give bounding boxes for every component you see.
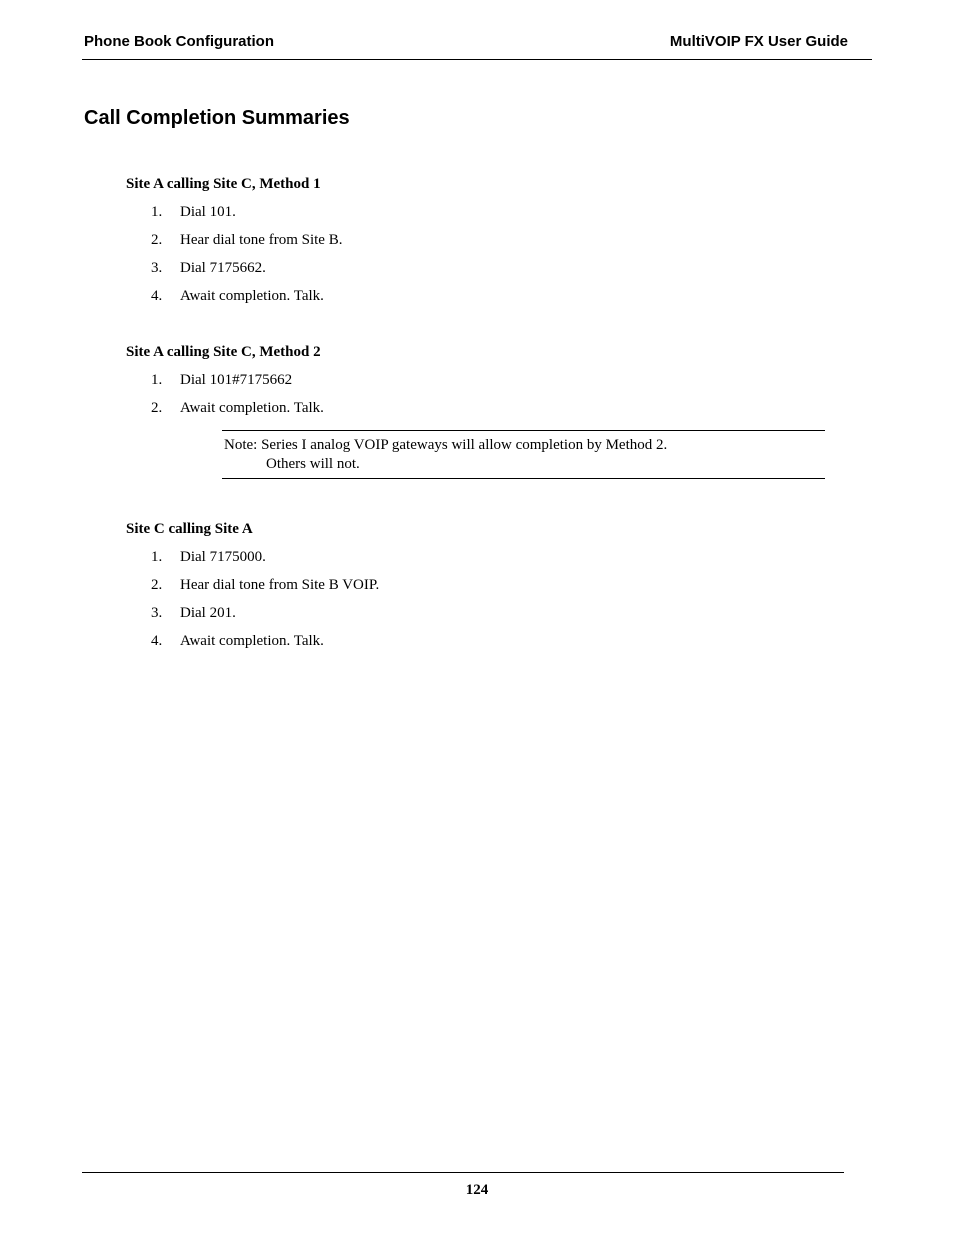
step-text: Await completion. Talk. bbox=[180, 400, 324, 416]
list-item bbox=[126, 631, 826, 659]
running-header-title: Phone Book Configuration bbox=[84, 33, 274, 50]
list-item bbox=[126, 286, 826, 314]
list-item bbox=[126, 202, 826, 230]
subsection-method-2 bbox=[126, 342, 826, 426]
step-number: 3. bbox=[151, 260, 163, 276]
steps-list bbox=[126, 202, 826, 314]
list-item bbox=[126, 398, 826, 426]
step-text: Dial 7175000. bbox=[180, 549, 266, 565]
step-text: Await completion. Talk. bbox=[180, 633, 324, 649]
step-number: 1. bbox=[151, 549, 163, 565]
step-number: 3. bbox=[151, 605, 163, 621]
running-header-guide-name: MultiVOIP FX User Guide bbox=[669, 33, 848, 50]
step-number: 4. bbox=[151, 633, 163, 649]
page-number: 124 bbox=[465, 1182, 489, 1198]
list-item bbox=[126, 370, 826, 398]
subsection-site-c-calling-site-a bbox=[126, 519, 826, 659]
step-number: 1. bbox=[151, 204, 163, 220]
subsection-title: Site A calling Site C, Method 1 bbox=[126, 176, 321, 192]
step-number: 1. bbox=[151, 372, 163, 388]
step-text: Hear dial tone from Site B. bbox=[180, 232, 343, 248]
step-text: Dial 101#7175662 bbox=[180, 372, 293, 388]
step-text: Hear dial tone from Site B VOIP. bbox=[180, 577, 380, 593]
note-text-line-2: Others will not. bbox=[266, 456, 360, 472]
list-item bbox=[126, 575, 826, 603]
header-divider bbox=[82, 59, 872, 60]
list-item bbox=[126, 547, 826, 575]
steps-list bbox=[126, 370, 826, 426]
subsection-title: Site A calling Site C, Method 2 bbox=[126, 344, 321, 360]
step-text: Dial 7175662. bbox=[180, 260, 266, 276]
note-text-line-1: Note: Series I analog VOIP gateways will allow completion by Method 2. bbox=[224, 437, 668, 453]
steps-list bbox=[126, 547, 826, 659]
list-item bbox=[126, 258, 826, 286]
step-text: Dial 101. bbox=[180, 204, 236, 220]
step-number: 2. bbox=[151, 400, 163, 416]
step-text: Dial 201. bbox=[180, 605, 236, 621]
section-title: Call Completion Summaries bbox=[84, 107, 350, 129]
step-number: 2. bbox=[151, 577, 163, 593]
list-item bbox=[126, 230, 826, 258]
step-text: Await completion. Talk. bbox=[180, 288, 324, 304]
note-box bbox=[222, 430, 825, 479]
list-item bbox=[126, 603, 826, 631]
subsection-title: Site C calling Site A bbox=[126, 521, 253, 537]
subsection-method-1 bbox=[126, 174, 826, 314]
step-number: 2. bbox=[151, 232, 163, 248]
footer-divider bbox=[82, 1172, 844, 1173]
step-number: 4. bbox=[151, 288, 163, 304]
